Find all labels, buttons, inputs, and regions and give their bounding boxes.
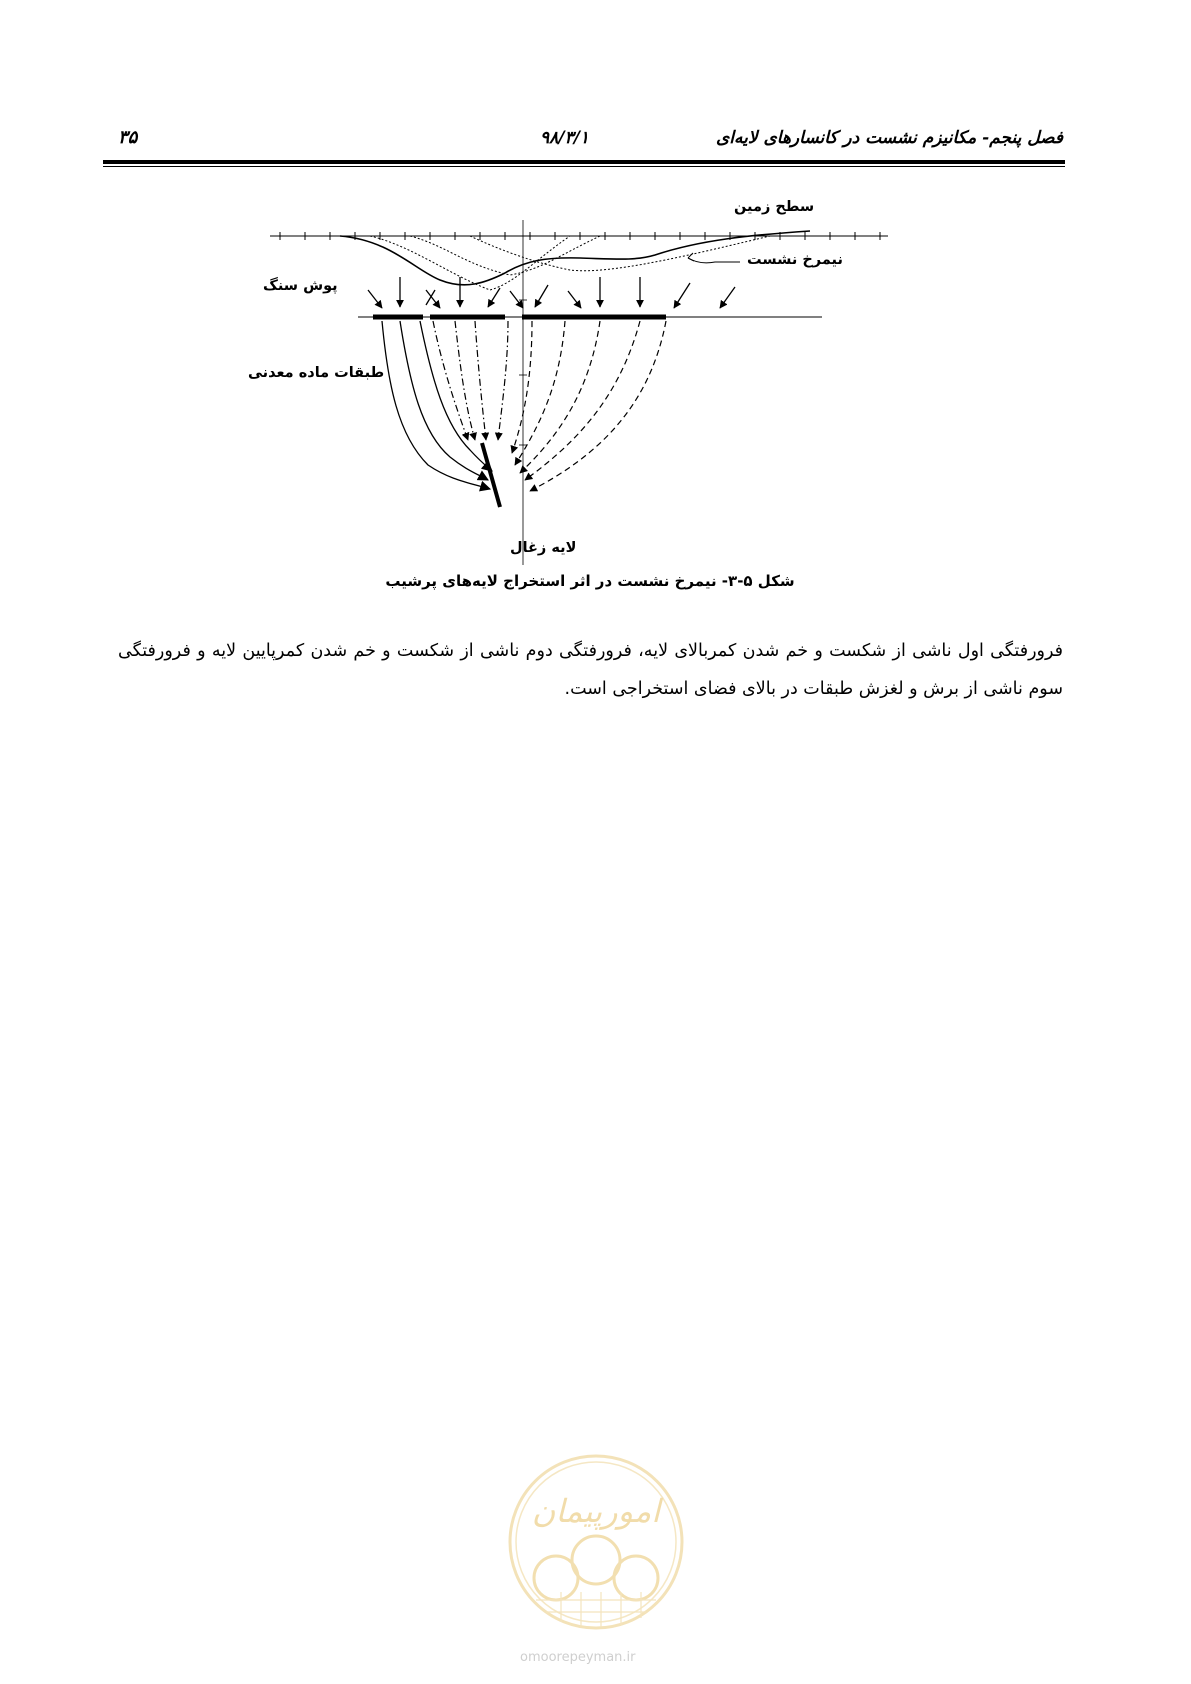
solid-shear-paths (382, 321, 492, 489)
label-overburden: پوش سنگ (263, 278, 338, 294)
figure-caption: شکل ۵-۳- نیمرخ نشست در اثر استخراج لایه‌های پرشیب (385, 572, 795, 590)
subsidence-figure (248, 199, 920, 579)
header-rule-thick (103, 160, 1065, 164)
label-subsidence-profile: نیمرخ نشست (747, 252, 843, 268)
logo-text: امورپیمان (531, 1492, 661, 1530)
chapter-title: فصل پنجم- مکانیزم نشست در کانسارهای لایه‌ای (715, 128, 1063, 148)
dashed-paths (512, 321, 640, 480)
header-rule-thin (103, 166, 1065, 167)
page-number: ۳۵ (118, 127, 138, 148)
dashed-path-outer (530, 321, 666, 491)
trough-component-2 (410, 236, 600, 275)
label-coal-seam: لایه زغال (510, 540, 577, 556)
label-ground-surface: سطح زمین (734, 199, 815, 215)
body-paragraph: فرورفتگی اول ناشی از شکست و خم شدن کمربالای لایه، فرورفتگی دوم ناشی از شکست و خم شدن کمرپایین لایه و فرورفتگی سوم ناشی از برش و لغزش طبقات در بالای فضای استخراجی است. (118, 641, 1063, 699)
subsidence-diagram (270, 215, 920, 575)
watermark-logo (506, 1450, 686, 1644)
coal-seam (482, 443, 500, 507)
subsidence-profile-curve (340, 231, 810, 285)
header-date: ۹۸/۳/۱ (540, 128, 589, 148)
label-ore-layers: طبقات ماده معدنی (248, 365, 385, 381)
trough-component-3 (470, 236, 770, 271)
dash-dot-paths (433, 321, 508, 440)
watermark-website: omoorepeyman.ir (520, 1650, 636, 1665)
overburden-arrows (368, 277, 735, 308)
profile-leader (688, 258, 740, 263)
